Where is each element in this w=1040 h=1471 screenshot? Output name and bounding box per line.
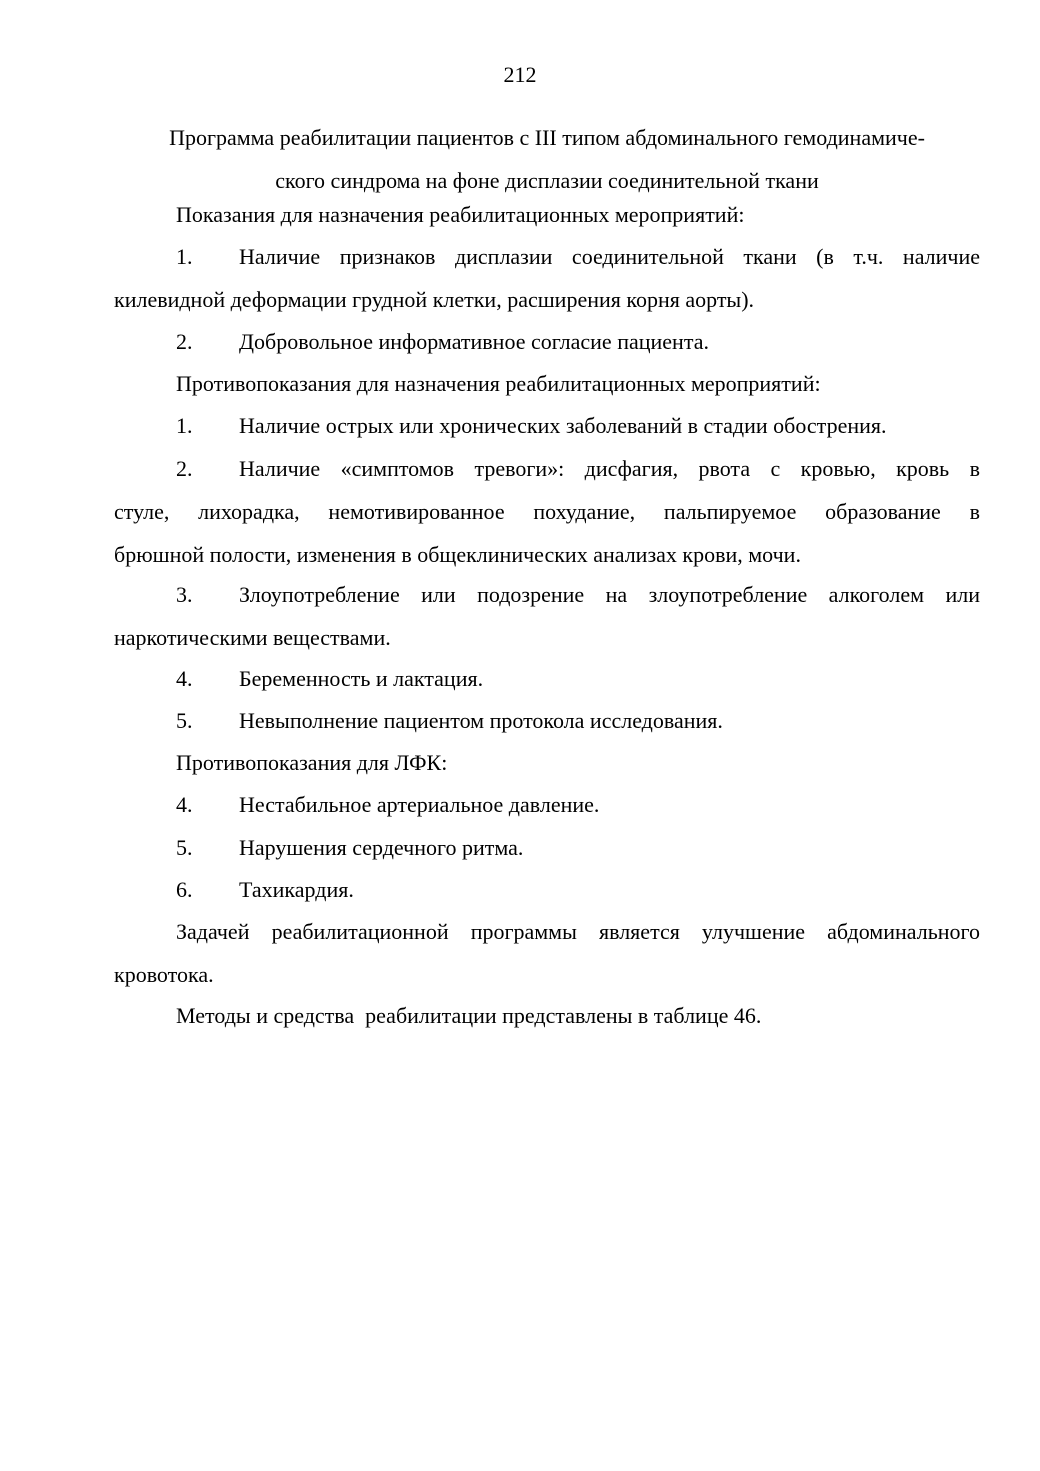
task-paragraph (114, 919, 980, 1005)
contraindication-2-line-1: Наличие «симптомов тревоги»: дисфагия, рвота с кровью, кровь в (239, 456, 980, 481)
section-title-line-1: Программа реабилитации пациентов с III типом абдоминального гемодинамиче- (169, 125, 925, 150)
indications-heading: Показания для назначения реабилитационных мероприятий: (176, 202, 745, 227)
lfk-item-4-number: 4. (176, 792, 193, 817)
lfk-item-6-number: 6. (176, 877, 193, 902)
contraindication-2-line-3: брюшной полости, изменения в общеклинических анализах крови, мочи. (114, 542, 801, 567)
lfk-item-6-text: Тахикардия. (239, 877, 354, 902)
indication-1-line-2: килевидной деформации грудной клетки, расширения корня аорты). (114, 287, 755, 312)
contraindication-1-number: 1. (176, 413, 193, 438)
page-number: 212 (503, 62, 537, 87)
contraindication-5-number: 5. (176, 708, 193, 733)
indication-1-line-1: Наличие признаков дисплазии соединительной ткани (в т.ч. наличие (239, 244, 980, 269)
indication-2-text: Добровольное информативное согласие пациента. (239, 329, 709, 354)
contraindication-3-number: 3. (176, 582, 193, 607)
section-title-line-2: ского синдрома на фоне дисплазии соединительной ткани (275, 168, 819, 193)
section-title (114, 116, 980, 202)
task-line-2: кровотока. (114, 962, 214, 987)
indication-1-text (114, 244, 980, 330)
contraindication-2-line-2: стуле, лихорадка, немотивированное похудание, пальпируемое образование в (114, 499, 980, 524)
contraindication-2-text (114, 456, 980, 585)
indication-1-number: 1. (176, 244, 193, 269)
contraindication-5-text: Невыполнение пациентом протокола исследования. (239, 708, 723, 733)
contraindication-3-line-1: Злоупотребление или подозрение на злоупотребление алкоголем или (239, 582, 980, 607)
contraindication-3-line-2: наркотическими веществами. (114, 625, 391, 650)
contraindication-1-text: Наличие острых или хронических заболеваний в стадии обострения. (239, 413, 887, 438)
contraindication-3-text (114, 582, 980, 668)
lfk-contraindications-heading: Противопоказания для ЛФК: (176, 750, 448, 775)
indication-2-number: 2. (176, 329, 193, 354)
contraindication-4-number: 4. (176, 666, 193, 691)
methods-paragraph: Методы и средства реабилитации представлены в таблице 46. (176, 1003, 762, 1028)
lfk-item-4-text: Нестабильное артериальное давление. (239, 792, 600, 817)
lfk-item-5-number: 5. (176, 835, 193, 860)
contraindication-2-number: 2. (176, 456, 193, 481)
contraindication-4-text: Беременность и лактация. (239, 666, 484, 691)
lfk-item-5-text: Нарушения сердечного ритма. (239, 835, 524, 860)
task-line-1: Задачей реабилитационной программы является улучшение абдоминального (176, 919, 980, 944)
contraindications-heading: Противопоказания для назначения реабилитационных мероприятий: (176, 371, 821, 396)
